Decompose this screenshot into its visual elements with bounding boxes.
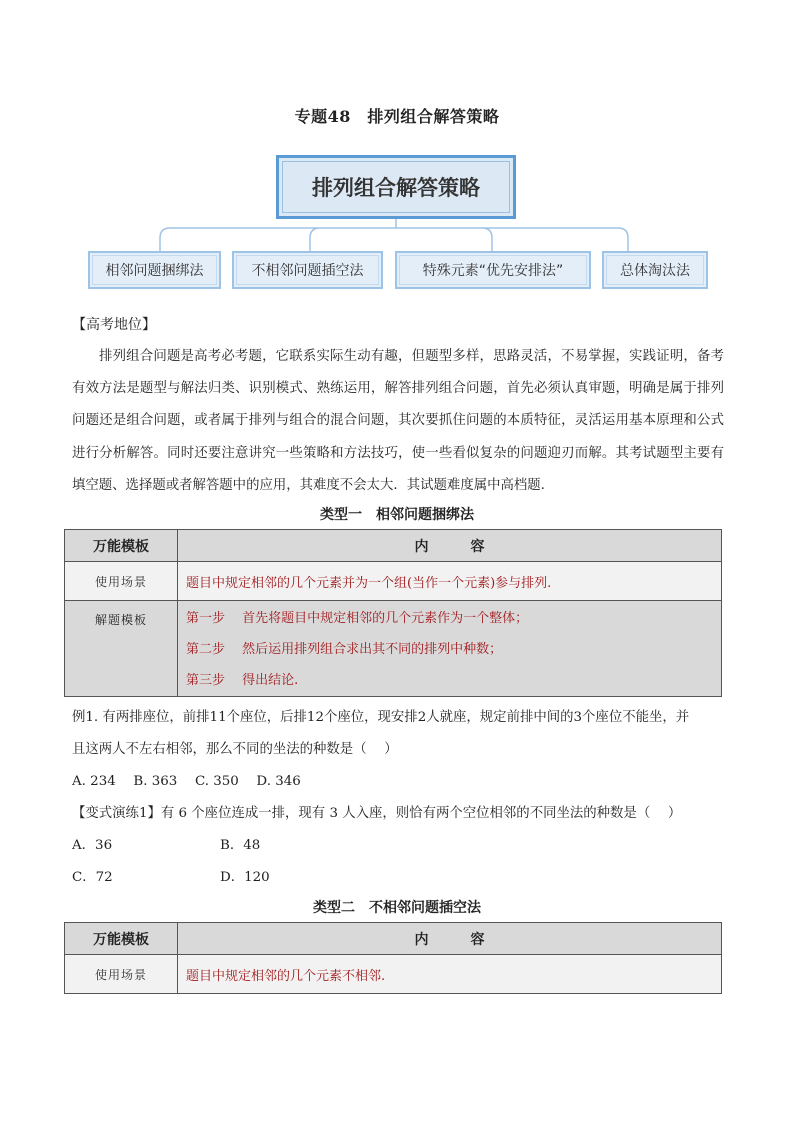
mindmap-node-elimination: 总体淘汰法 [602, 251, 708, 289]
template-steps-cell [178, 601, 722, 697]
table-header-left: 万能模板 [65, 530, 178, 562]
scene-text-cell [178, 562, 722, 601]
scene-text: 题目中规定相邻的几个元素并为一个组(当作一个元素)参与排列. [186, 575, 552, 591]
example-1-line-1: 例1. 有两排座位，前排11个座位，后排12个座位，现安排2人就座，规定前排中间的3个座位不能坐，并 [72, 710, 690, 725]
example-1-options: A. 234 B. 363 C. 350 D. 346 [72, 774, 301, 789]
type2-template-table [64, 922, 722, 994]
exam-position-heading: 【高考地位】 [72, 317, 156, 333]
template-label: 解题模板 [65, 601, 178, 697]
type2-title: 类型二 不相邻问题插空法 [313, 900, 481, 916]
step-2: 第二步 然后运用排列组合求出其不同的排列中种数； [186, 642, 503, 657]
practice-1-option-c: C．72 [72, 870, 113, 885]
type1-template-table [64, 529, 722, 697]
example-1-line-2: 且这两人不左右相邻，那么不同的坐法的种数是（ ） [72, 742, 398, 757]
scene-label: 使用场景 [65, 955, 178, 994]
page-title: 专题48 排列组合解答策略 [294, 107, 500, 126]
step-3: 第三步 得出结论. [186, 673, 299, 688]
scene-label: 使用场景 [65, 562, 178, 601]
table-header-right: 内 容 [178, 923, 722, 955]
practice-1-option-b: B．48 [220, 838, 261, 853]
scene-text-cell [178, 955, 722, 994]
mindmap-node-special-element: 特殊元素“优先安排法” [395, 251, 591, 289]
step-1: 第一步 首先将题目中规定相邻的几个元素作为一个整体； [186, 611, 529, 626]
practice-1-option-a: A．36 [72, 838, 113, 853]
table-header-left: 万能模板 [65, 923, 178, 955]
exam-position-paragraph: 排列组合问题是高考必考题，它联系实际生动有趣，但题型多样，思路灵活，不易掌握，实践证明，备考有效方法是题型与解法归类、识别模式、熟练运用，解答排列组合问题，首先必须认真审题，明确是属于排列问题还是组合问题，或者属于排列与组合的混合问题，其次要抓住问题的本质特征，灵活运用基本原理和公式进行分析解答。同时还要注意讲究一些策略和方法技巧，使一些看似复杂的问题迎刃而解。其考试题型主要有填空题、选择题或者解答题中的应用，其难度不会太大．其试题难度属中高档题. [72, 349, 724, 493]
mindmap-node-adjacent: 相邻问题捆绑法 [88, 251, 221, 289]
mindmap-node-non-adjacent: 不相邻问题插空法 [232, 251, 383, 289]
type1-title: 类型一 相邻问题捆绑法 [320, 507, 474, 523]
table-header-right: 内 容 [178, 530, 722, 562]
practice-1-question: 【变式演练1】有 6 个座位连成一排，现有 3 人入座，则恰有两个空位相邻的不同坐法的种数是（ ） [72, 806, 682, 821]
scene-text: 题目中规定相邻的几个元素不相邻. [186, 968, 386, 984]
practice-1-option-d: D．120 [220, 870, 270, 885]
mindmap-root: 排列组合解答策略 [276, 155, 516, 219]
